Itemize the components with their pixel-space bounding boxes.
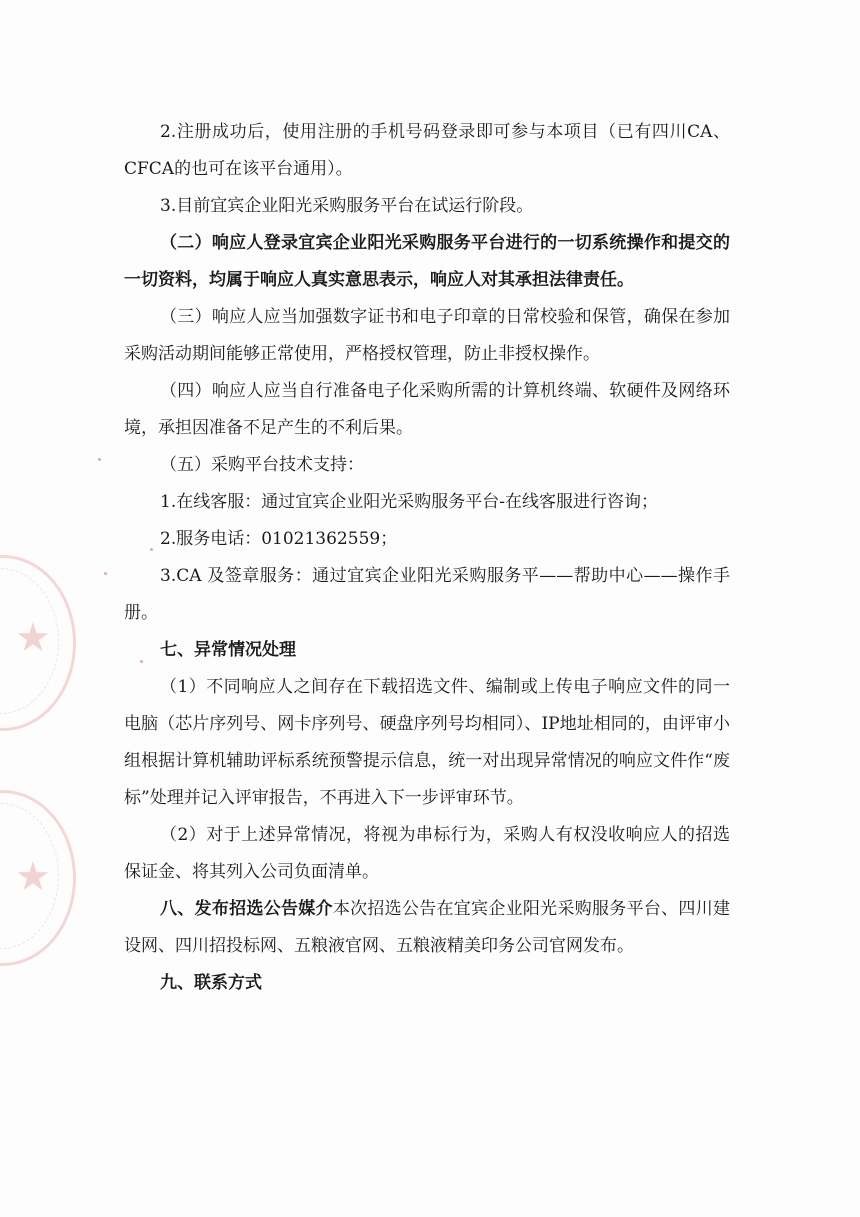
- scan-speck: [98, 458, 101, 461]
- paragraph-legal-responsibility: （二）响应人登录宜宾企业阳光采购服务平台进行的一切系统操作和提交的一切资料，均属于响应人真实意思表示，响应人对其承担法律责任。: [124, 233, 730, 290]
- seal-stamp-lower: [0, 790, 76, 966]
- scan-speck: [104, 572, 107, 575]
- paragraph-ca-service: 3.CA 及签章服务：通过宜宾企业阳光采购服务平——帮助中心——操作手册。: [124, 566, 730, 623]
- section-heading-contact: 九、联系方式: [160, 973, 262, 993]
- paragraph-publish-media: [124, 891, 730, 965]
- paragraph-online-service: 1.在线客服：通过宜宾企业阳光采购服务平台-在线客服进行咨询；: [160, 492, 658, 512]
- paragraph-exception-rule-2: （2）对于上述异常情况，将视为串标行为，采购人有权没收响应人的招选保证金、将其列入公司负面清单。: [124, 825, 730, 882]
- seal-inner-ring: [0, 803, 59, 949]
- paragraph-tech-support-heading: （五）采购平台技术支持：: [160, 455, 364, 475]
- paragraph-registration-login: 2.注册成功后，使用注册的手机号码登录即可参与本项目（已有四川CA、CFCA的也可在该平台通用）。: [124, 122, 730, 179]
- paragraph-trial-run: 3.目前宜宾企业阳光采购服务平台在试运行阶段。: [160, 196, 534, 216]
- seal-inner-ring: [0, 568, 59, 714]
- paragraph-exception-rule-1: （1）不同响应人之间存在下载招选文件、编制或上传电子响应文件的同一电脑（芯片序列号、网卡序列号、硬盘序列号均相同）、IP地址相同的，由评审小组根据计算机辅助评标系统预警提示信息，统一对出现异常情况的响应文件作“废标”处理并记入评审报告，不再进入下一步评审环节。: [124, 677, 730, 808]
- paragraph-certificate-management: （三）响应人应当加强数字证书和电子印章的日常校验和保管，确保在参加采购活动期间能够正常使用，严格授权管理，防止非授权操作。: [124, 307, 730, 364]
- publish-media-body: 本次招选公告在宜宾企业阳光采购服务平台、四川建设网、四川招投标网、五粮液官网、五粮液精美印务公司官网发布。: [124, 899, 730, 956]
- section-heading-exceptions: 七、异常情况处理: [160, 640, 296, 660]
- paragraph-equipment-preparation: （四）响应人应当自行准备电子化采购所需的计算机终端、软硬件及网络环境，承担因准备不足产生的不利后果。: [124, 381, 730, 438]
- star-icon: ★: [15, 615, 51, 661]
- section-heading-publish: 八、发布招选公告媒介: [160, 899, 333, 919]
- document-body: [124, 114, 730, 1002]
- seal-stamp-upper: [0, 555, 76, 731]
- paragraph-service-phone: 2.服务电话：01021362559；: [160, 529, 398, 549]
- star-icon: ★: [15, 854, 51, 900]
